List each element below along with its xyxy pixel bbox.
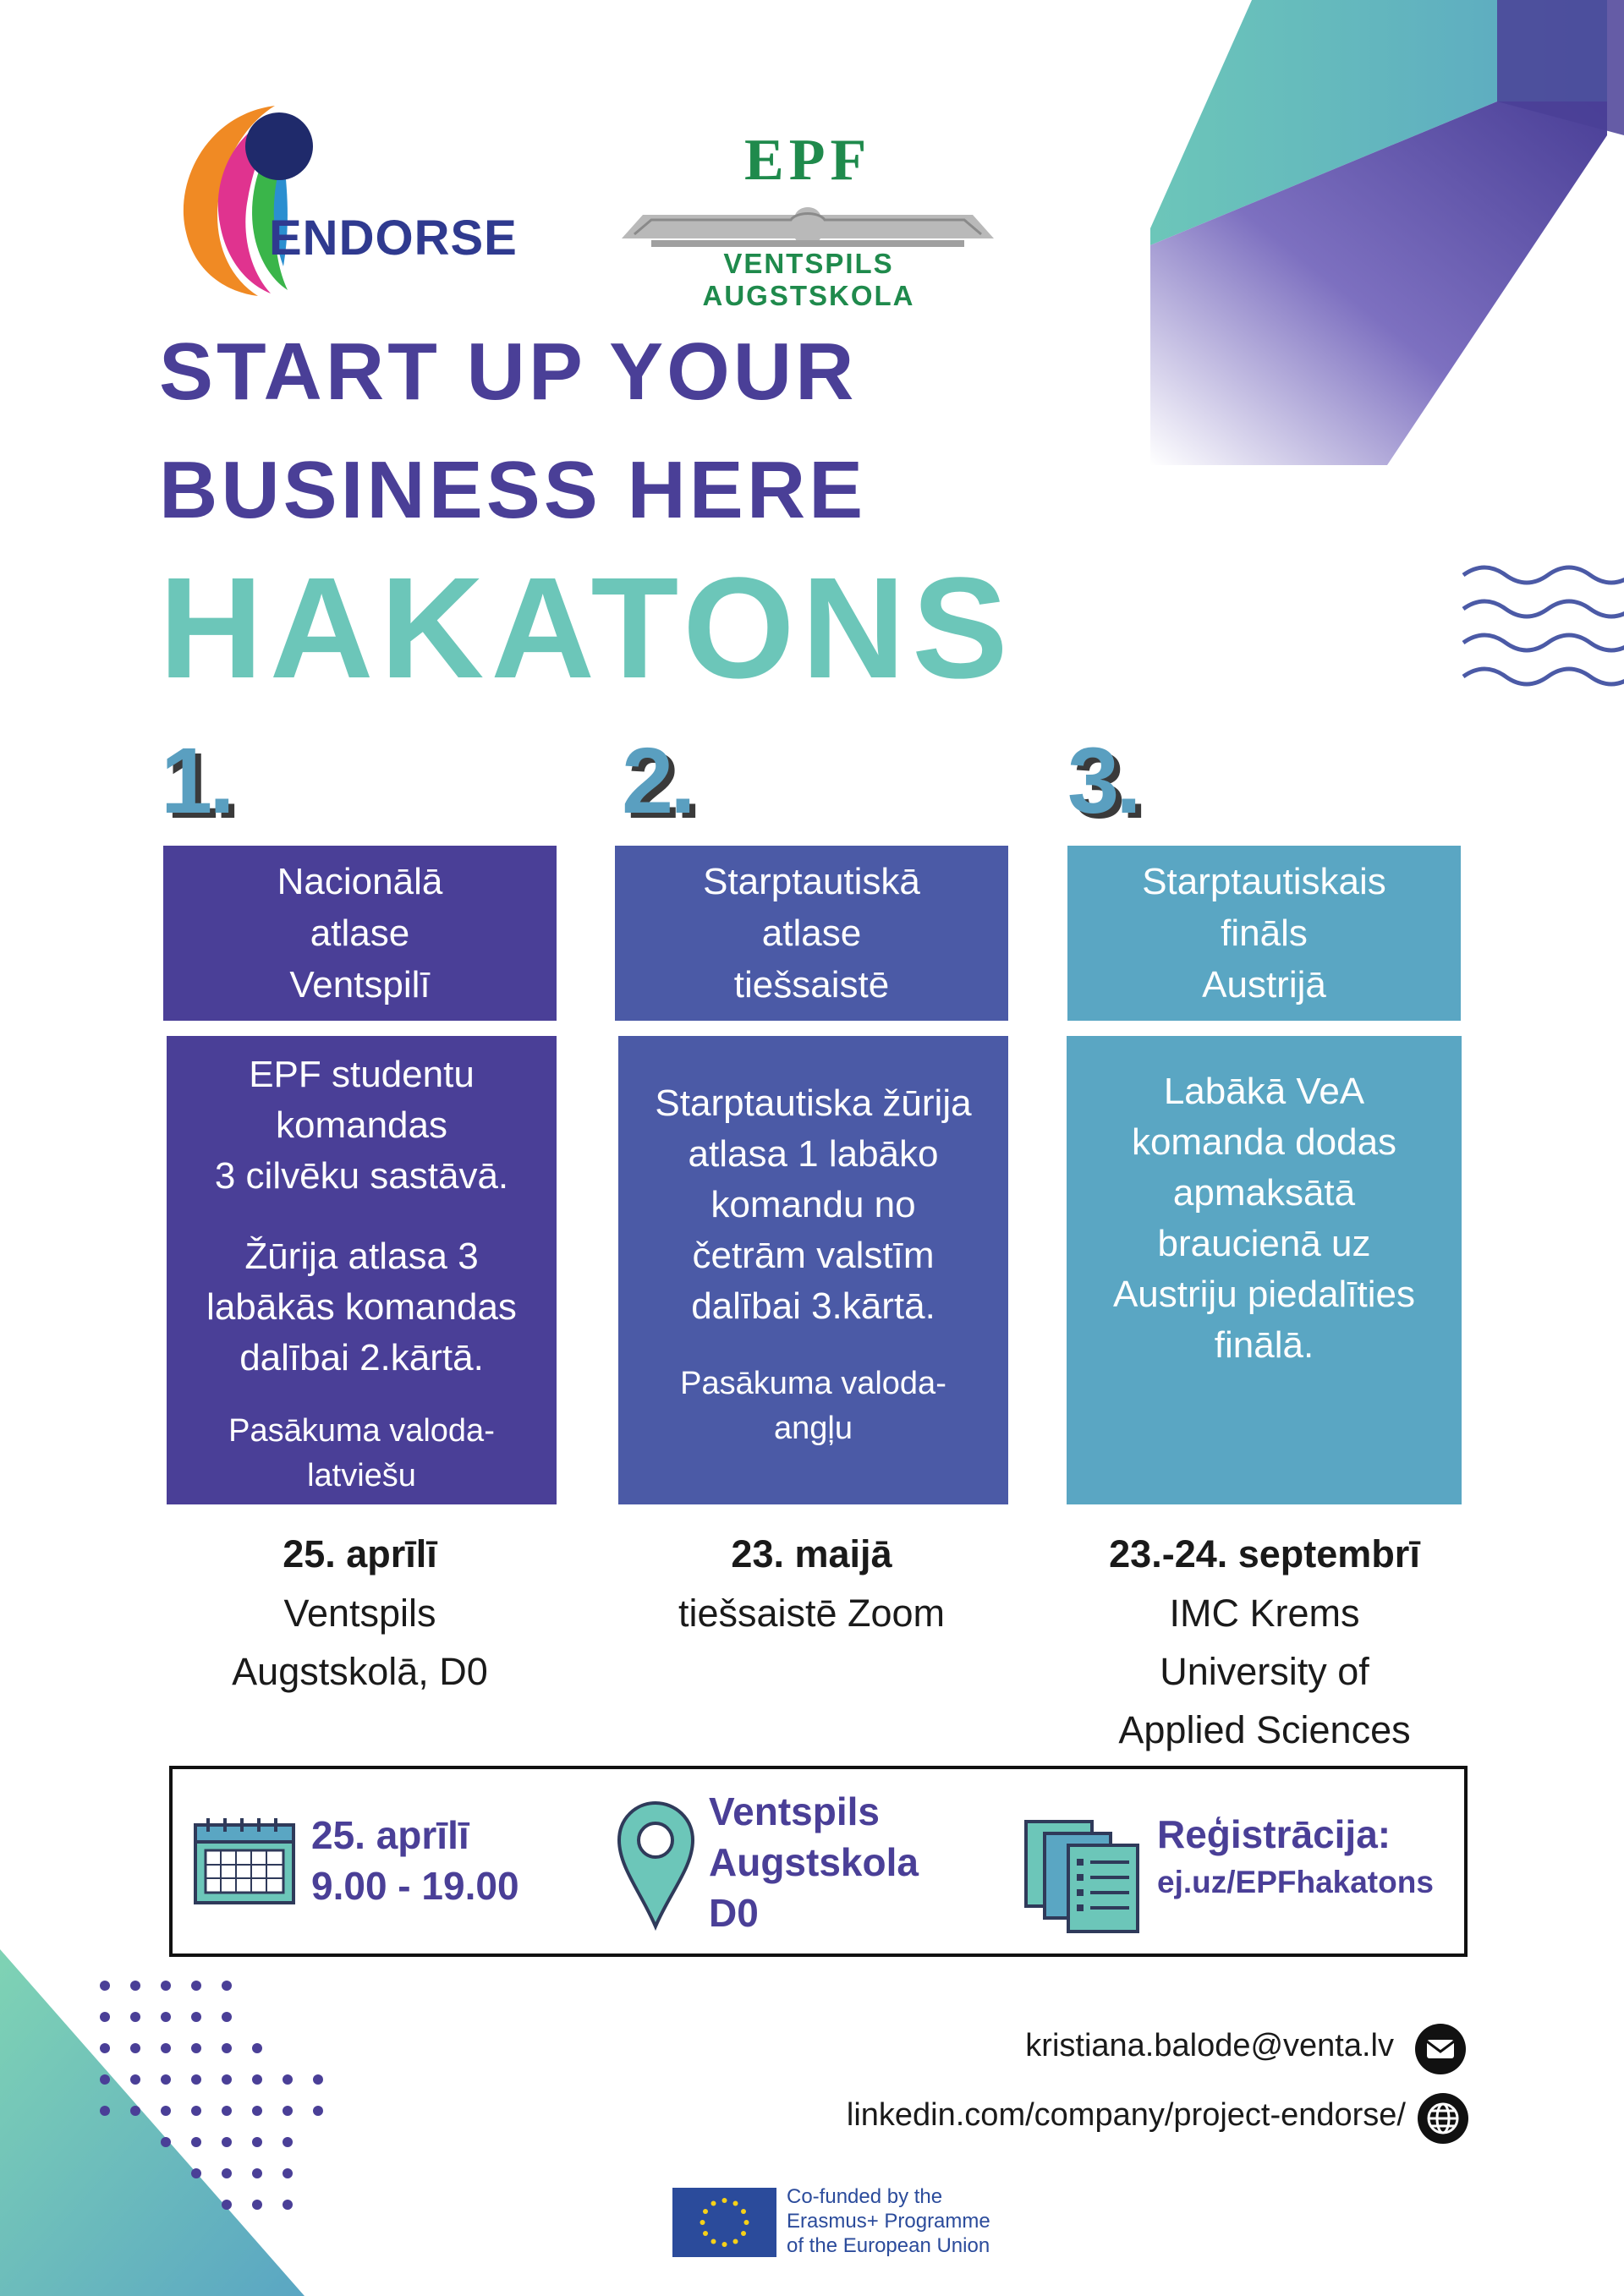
step-3-place-line: Applied Sciences [1118,1708,1411,1751]
step-1-header-line: Nacionālā [277,861,443,902]
info-place-line: D0 [709,1891,759,1935]
info-place-line: Ventspils [709,1789,880,1833]
step-3-header-line: Starptautiskais [1142,861,1386,902]
mail-icon [1414,2023,1467,2075]
documents-icon [1019,1817,1144,1935]
endorse-logo-text: ENDORSE [269,211,518,266]
step-1-text-line: komandas [275,1104,447,1146]
eu-text-line: of the European Union [787,2234,990,2257]
step-1-text-line: labākās komandas [206,1286,517,1328]
step-2-place [615,1584,1008,1642]
step-1-number: 1. [161,729,232,833]
step-3-text-line: braucienā uz [1157,1223,1371,1264]
step-2-language-note: angļu [774,1411,853,1446]
step-3-description [1067,1036,1462,1504]
contact-email[interactable]: kristiana.balode@venta.lv [1025,2028,1394,2063]
headline-hakatons: HAKATONS [159,548,1015,709]
step-2-text-line: komandu no [710,1184,916,1225]
step-1-header-line: atlase [310,912,410,954]
step-2-description [618,1036,1008,1504]
registration-title: Reģistrācija: [1157,1812,1391,1856]
step-2-text-line: Starptautiska žūrija [655,1082,972,1124]
info-time-line: 9.00 - 19.00 [311,1864,519,1908]
eu-text-line: Co-funded by the [787,2185,943,2208]
step-1-description [167,1036,557,1504]
info-place [709,1786,919,1938]
step-3-date: 23.-24. septembrī [1109,1532,1420,1575]
epf-logo-text: EPF [744,128,872,193]
eu-text-line: Erasmus+ Programme [787,2210,990,2233]
globe-icon [1417,2092,1469,2145]
endorse-logo [173,97,529,300]
step-1-text-line: 3 cilvēku sastāvā. [214,1155,509,1197]
info-place-line: Augstskola [709,1840,919,1884]
eu-funding-text [787,2184,990,2258]
info-date [311,1810,519,1911]
headline-line-2: BUSINESS HERE [159,445,867,535]
wave-lines-decoration [1455,558,1624,693]
step-3-place-line: University of [1160,1650,1369,1693]
step-3-text-line: komanda dodas [1131,1121,1397,1163]
step-3-place-line: IMC Krems [1169,1592,1360,1635]
step-1-text-line: EPF studentu [249,1054,475,1095]
step-2-language-note: Pasākuma valoda- [680,1366,946,1401]
calendar-icon [193,1817,296,1905]
step-1-header-line: Ventspilī [289,964,431,1006]
step-3-header-line: Austrijā [1202,964,1326,1006]
step-3-place [1049,1584,1480,1759]
step-1-date: 25. aprīlī [283,1532,437,1575]
step-1-place-line: Ventspils [283,1592,436,1635]
step-3-text-line: apmaksātā [1172,1172,1356,1214]
step-3-text-line: Labākā VeA [1163,1071,1365,1112]
top-right-decoration [1150,0,1624,474]
location-pin-icon [616,1800,696,1931]
open-book-icon [617,196,998,255]
step-2-number: 2. [622,729,693,833]
linkedin-link[interactable]: linkedin.com/company/project-endorse/ [846,2097,1406,2133]
step-1-header [163,846,557,1021]
info-date-line: 25. aprīlī [311,1813,469,1857]
step-2-header-line: Starptautiskā [703,861,920,902]
step-1-place [163,1584,557,1701]
step-1-language-note: Pasākuma valoda- [228,1413,495,1449]
step-3-text-line: Austriju piedalīties [1112,1274,1416,1315]
step-1-text-line: Žūrija atlasa 3 [244,1236,479,1277]
step-2-date: 23. maijā [731,1532,892,1575]
epf-logo-subtitle: VENTSPILS AUGSTSKOLA [702,248,915,311]
step-1-text-line: dalībai 2.kārtā. [239,1337,484,1378]
step-1-language-note: latviešu [307,1458,416,1493]
headline-line-1: START UP YOUR [159,326,858,417]
step-3-header-line: fināls [1221,912,1308,954]
step-2-place-line: tiešsaistē Zoom [678,1592,946,1635]
step-2-header-line: atlase [761,912,862,954]
step-1-place-line: Augstskolā, D0 [232,1650,488,1693]
step-2-text-line: dalībai 3.kārtā. [691,1285,935,1327]
step-3-header [1067,846,1461,1021]
dot-grid-decoration [93,1970,364,2241]
step-3-text-line: finālā. [1214,1324,1314,1366]
registration-link[interactable]: ej.uz/EPFhakatons [1157,1865,1434,1899]
step-2-text-line: četrām valstīm [692,1235,935,1276]
step-2-header [615,846,1008,1021]
step-2-text-line: atlasa 1 labāko [688,1133,939,1175]
step-2-header-line: tiešsaistē [733,964,890,1006]
eu-flag-icon [672,2188,776,2257]
step-3-number: 3. [1067,729,1138,833]
